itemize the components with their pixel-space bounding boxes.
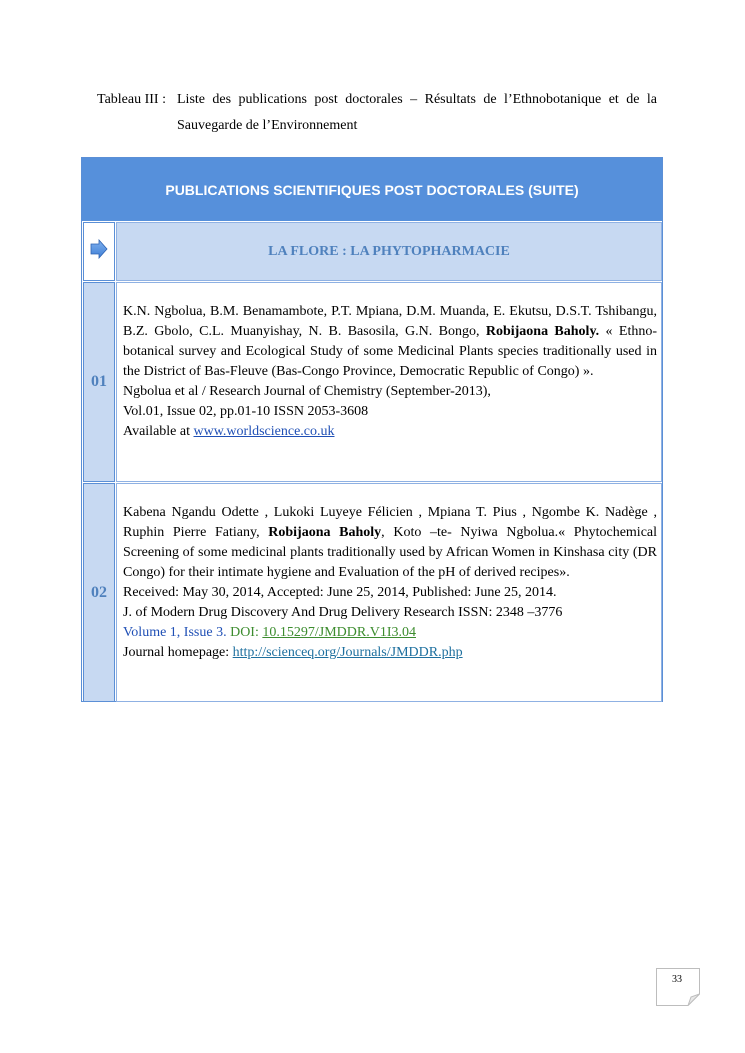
pub2-title: « Phytochemical Screening of some medicinal plants traditionally used by African Women in Kinshasa city (DR Congo) for their intimate hygiene and Evaluation of the pH of derived recipes». <box>123 525 658 580</box>
pub2-journal: J. of Modern Drug Discovery And Drug Delivery Research ISSN: 2348 –3776 <box>123 605 563 620</box>
publication-entry-01 <box>123 302 657 442</box>
pub1-title: « Ethno-botanical survey and Ecological Study of some Medicinal Plants species traditionally used in the District of Bas-Fleuve (Bas-Congo Province, Democratic Republic of Congo) ». <box>123 324 658 379</box>
row-number-02: 02 <box>83 483 115 702</box>
publication-row-02 <box>116 483 662 702</box>
pub2-volume: Volume 1, Issue 3. <box>123 625 227 640</box>
publication-row-01 <box>116 282 662 482</box>
table-header: PUBLICATIONS SCIENTIFIQUES POST DOCTORALES (SUITE) <box>82 158 662 221</box>
pub1-authors: K.N. Ngbolua, B.M. Benamambote, P.T. Mpiana, D.M. Muanda, E. Ekutsu, D.S.T. Tshibangu, B.Z. Gbolo, C.L. Muanyishay, N. B. Basosila, G.N. Bongo, <box>123 304 657 339</box>
arrow-right-icon <box>90 239 108 264</box>
pub2-doi-label: DOI: <box>230 625 259 640</box>
pub2-authors-before: Kabena Ngandu Odette , Lukoki Luyeye Félicien , Mpiana T. Pius , Ngombe K. Nadège , Ruphin Pierre Fatiany, <box>123 505 657 540</box>
pub1-journal: Ngbolua et al / Research Journal of Chemistry (September-2013), <box>123 384 491 399</box>
pub1-available-prefix: Available at <box>123 424 190 439</box>
pub2-doi-link[interactable]: 10.15297/JMDDR.V1I3.04 <box>262 625 416 640</box>
pub1-bold-author: Robijaona Baholy. <box>485 324 600 339</box>
publications-table <box>81 157 663 702</box>
pub2-dates: Received: May 30, 2014, Accepted: June 25, 2014, Published: June 25, 2014. <box>123 585 557 600</box>
pub2-homepage-link[interactable]: http://scienceq.org/Journals/JMDDR.php <box>232 645 463 660</box>
row-number-01: 01 <box>83 282 115 482</box>
caption-lead: Tableau III : <box>97 92 166 107</box>
publication-entry-02 <box>123 503 657 663</box>
subheader-icon-cell <box>83 222 115 281</box>
caption-text: Liste des publications post doctorales – Résultats de l’Ethnobotanique et de la Sauvegarde de l’Environnement <box>177 92 657 133</box>
pub1-link[interactable]: www.worldscience.co.uk <box>193 424 335 439</box>
pub2-authors-after: , Koto –te- Nyiwa Ngbolua. <box>381 525 559 540</box>
pub1-volume: Vol.01, Issue 02, pp.01-10 ISSN 2053-3608 <box>123 404 369 419</box>
pub2-homepage-prefix: Journal homepage: <box>123 645 230 660</box>
table-subheader: LA FLORE : LA PHYTOPHARMACIE <box>116 222 662 281</box>
pub2-bold-author: Robijaona Baholy <box>268 525 382 540</box>
page-number: 33 <box>672 974 682 985</box>
